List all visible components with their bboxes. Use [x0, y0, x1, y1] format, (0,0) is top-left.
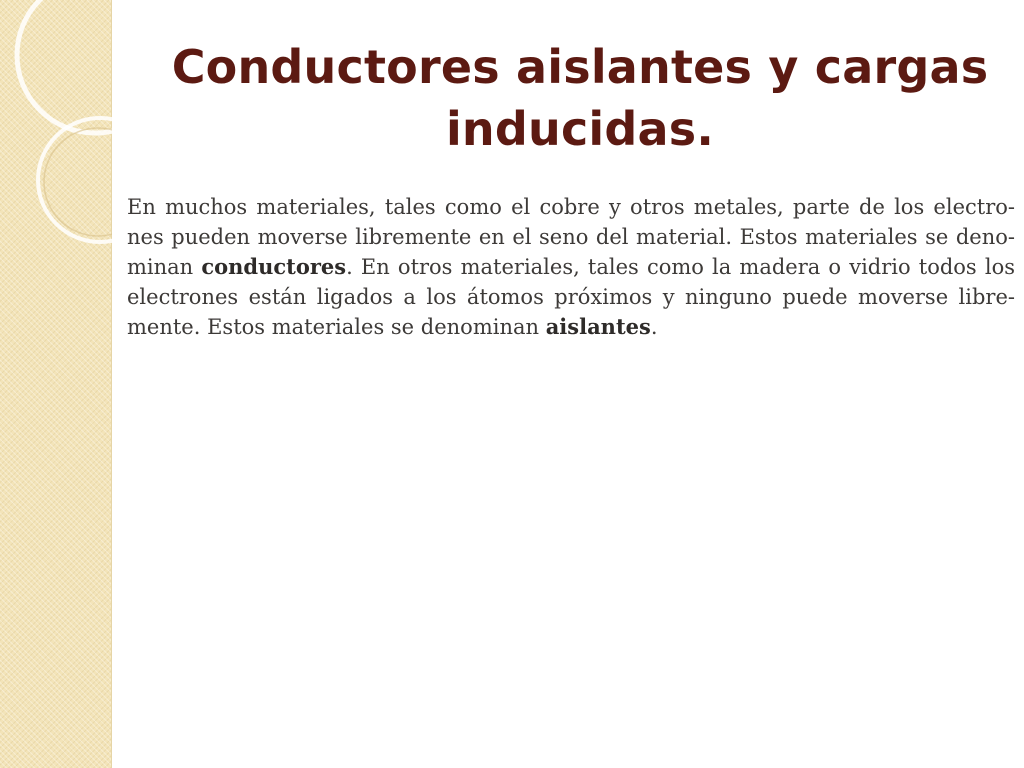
text-run: electrones están ligados a los átomos próximos y ninguno puede moverse libre- — [127, 285, 1015, 309]
slide-title: Conductores aislantes y cargas inducidas. — [171, 40, 989, 156]
circles-ornament-icon — [0, 0, 112, 768]
decorative-side-panel — [0, 0, 112, 768]
paragraph-line — [127, 252, 1015, 282]
paragraph-line — [127, 192, 1015, 222]
text-run: nes pueden moverse libremente en el seno del material. Estos materiales se deno- — [127, 225, 1015, 249]
paragraph-line — [127, 282, 1015, 312]
text-run: minan — [127, 255, 202, 279]
paragraph-line — [127, 222, 1015, 252]
bold-term: conductores — [201, 254, 347, 279]
text-run: mente. Estos materiales se denominan — [127, 315, 546, 339]
paragraph-line — [127, 312, 1015, 342]
body-paragraph — [127, 192, 1015, 342]
text-run: . En otros materiales, tales como la madera o vidrio todos los — [346, 255, 1015, 279]
text-run: . — [650, 315, 658, 339]
bold-term: aislantes — [545, 314, 651, 339]
text-run: En muchos materiales, tales como el cobre y otros metales, parte de los electro- — [127, 195, 1015, 219]
